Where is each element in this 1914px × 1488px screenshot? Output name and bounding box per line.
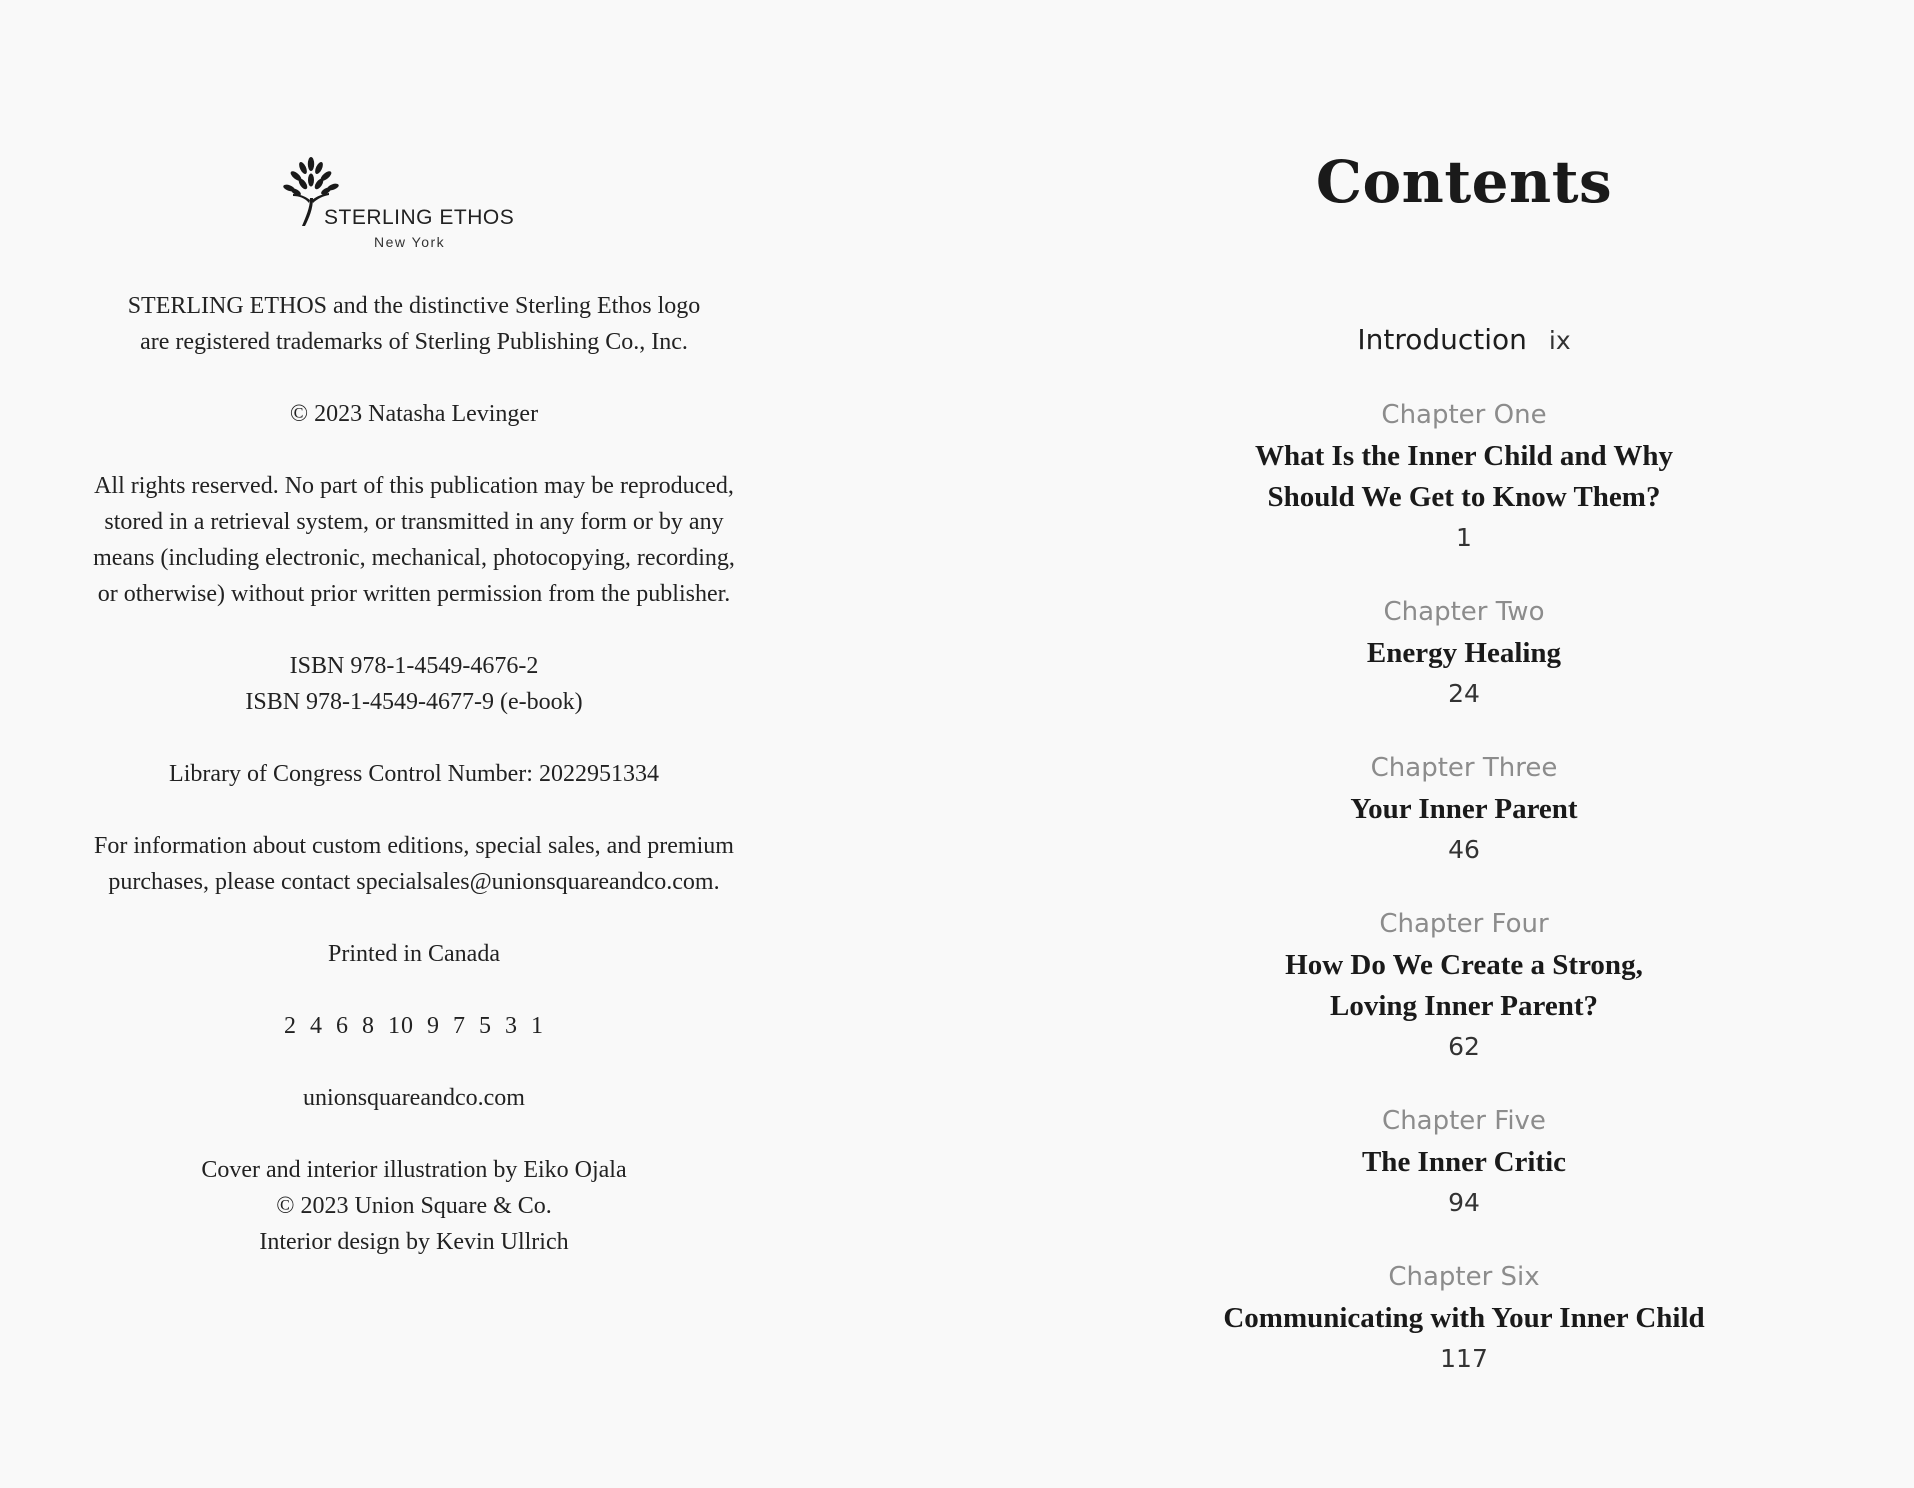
toc-chapter-page: 94	[1448, 1188, 1480, 1217]
copyright-text	[40, 288, 788, 1296]
copyright-paragraph	[40, 1080, 788, 1116]
toc-chapter-label: Chapter Three	[1370, 753, 1558, 783]
copyright-paragraph	[40, 1008, 788, 1044]
copyright-paragraph	[40, 828, 788, 900]
copyright-line: Interior design by Kevin Ullrich	[259, 1229, 569, 1255]
copyright-line: Library of Congress Control Number: 2022951334	[169, 761, 659, 787]
toc-chapter-page: 62	[1448, 1032, 1480, 1061]
toc-introduction-page: ix	[1548, 326, 1571, 355]
toc-entry[interactable]	[1100, 394, 1828, 558]
toc-chapter-label: Chapter One	[1381, 400, 1547, 430]
copyright-line: ISBN 978-1-4549-4676-2	[289, 653, 539, 679]
copyright-line: All rights reserved. No part of this publication may be reproduced,	[94, 473, 734, 499]
toc-chapter-page: 24	[1448, 679, 1480, 708]
copyright-line: © 2023 Union Square & Co.	[276, 1193, 552, 1219]
copyright-paragraph	[40, 1152, 788, 1260]
toc-chapter-title: The Inner Critic	[1361, 1146, 1567, 1178]
toc-chapter-list	[1100, 394, 1828, 1412]
copyright-line: unionsquareandco.com	[303, 1085, 525, 1111]
logo-wordmark: STERLING ETHOS	[324, 206, 515, 229]
logo-city: New York	[374, 234, 446, 250]
toc-chapter-title: How Do We Create a Strong,	[1285, 949, 1643, 981]
toc-chapter-title: Energy Healing	[1366, 637, 1562, 669]
toc-chapter-page: 1	[1456, 523, 1472, 552]
copyright-line: For information about custom editions, special sales, and premium	[94, 833, 734, 859]
copyright-line: ISBN 978-1-4549-4677-9 (e-book)	[245, 689, 583, 715]
copyright-line: 2 4 6 8 10 9 7 5 3 1	[284, 1013, 544, 1039]
toc-chapter-page: 117	[1440, 1344, 1488, 1373]
toc-chapter-label: Chapter Two	[1383, 597, 1545, 627]
toc-chapter-label: Chapter Six	[1388, 1262, 1540, 1292]
toc-chapter-title: Should We Get to Know Them?	[1267, 481, 1661, 513]
copyright-line: © 2023 Natasha Levinger	[289, 401, 539, 427]
copyright-paragraph	[40, 468, 788, 612]
toc-chapter-label: Chapter Four	[1379, 909, 1549, 939]
copyright-line: stored in a retrieval system, or transmitted in any form or by any	[104, 509, 724, 535]
toc-entry[interactable]	[1100, 747, 1828, 870]
copyright-paragraph	[40, 648, 788, 720]
toc-introduction-label: Introduction	[1357, 323, 1527, 356]
publisher-logo	[272, 156, 522, 252]
toc-chapter-label: Chapter Five	[1382, 1106, 1546, 1136]
copyright-page	[0, 0, 828, 1488]
toc-introduction[interactable]	[1100, 318, 1828, 363]
copyright-line: purchases, please contact specialsales@unionsquareandco.com.	[108, 869, 720, 895]
copyright-line: Printed in Canada	[328, 941, 500, 967]
toc-entry[interactable]	[1100, 1100, 1828, 1223]
toc-chapter-page: 46	[1448, 835, 1480, 864]
copyright-paragraph	[40, 288, 788, 360]
toc-entry[interactable]	[1100, 1256, 1828, 1379]
toc-chapter-title: Your Inner Parent	[1350, 793, 1578, 825]
copyright-paragraph	[40, 756, 788, 792]
toc-entry[interactable]	[1100, 591, 1828, 714]
toc-entry[interactable]	[1100, 903, 1828, 1067]
copyright-line: Cover and interior illustration by Eiko Ojala	[201, 1157, 627, 1183]
copyright-line: are registered trademarks of Sterling Publishing Co., Inc.	[140, 329, 688, 355]
toc-chapter-title: What Is the Inner Child and Why	[1255, 440, 1673, 472]
contents-page	[1100, 0, 1828, 1488]
copyright-line: or otherwise) without prior written permission from the publisher.	[97, 581, 731, 607]
toc-chapter-title: Loving Inner Parent?	[1329, 990, 1598, 1022]
copyright-line: means (including electronic, mechanical, photocopying, recording,	[93, 545, 735, 571]
copyright-paragraph	[40, 936, 788, 972]
contents-title: Contents	[1315, 148, 1613, 216]
copyright-line: STERLING ETHOS and the distinctive Sterling Ethos logo	[127, 293, 701, 319]
copyright-paragraph	[40, 396, 788, 432]
toc-chapter-title: Communicating with Your Inner Child	[1223, 1302, 1705, 1334]
